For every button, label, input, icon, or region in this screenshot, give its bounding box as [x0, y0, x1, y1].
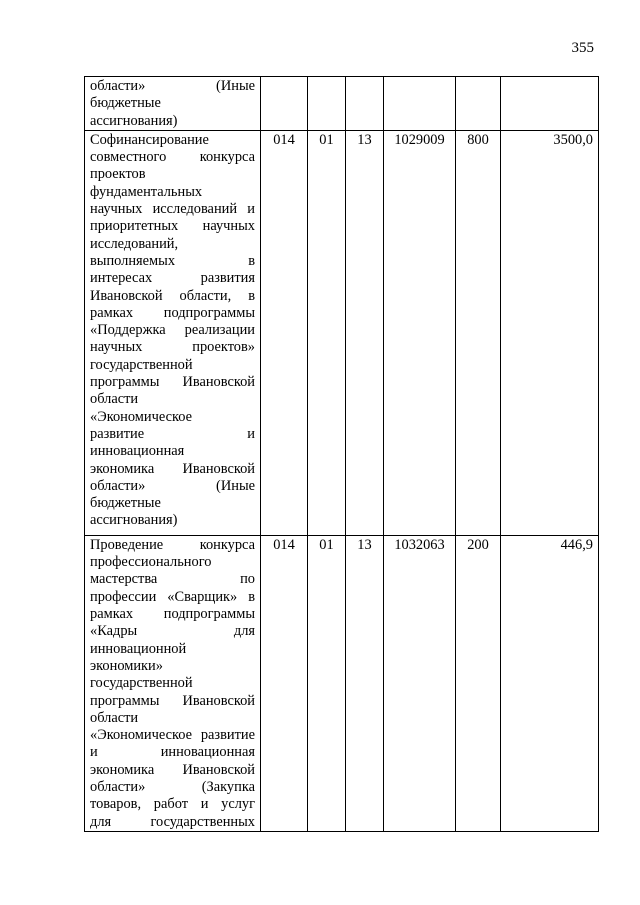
description-line: бюджетные [90, 495, 161, 512]
description-line: инновационная [90, 443, 185, 460]
description-line: проектов [90, 166, 146, 183]
description-line: бюджетные [90, 95, 161, 112]
subsection-code-cell: 13 [346, 535, 384, 831]
table-row [85, 77, 599, 131]
description-line: государственной [90, 675, 193, 692]
description-line: «Экономическое развитие [90, 727, 255, 744]
description-line: исследований, [90, 235, 179, 252]
budget-table-body [85, 77, 599, 832]
description-line: выполняемых в [90, 252, 255, 269]
amount-cell [501, 77, 599, 131]
description-line: области» (Иные [90, 78, 255, 94]
description-line: приоритетных научных [90, 218, 255, 235]
description-line: мастерства по [90, 571, 255, 588]
row-description [85, 77, 261, 131]
admin-code-cell: 014 [261, 535, 308, 831]
section-code-cell: 01 [308, 535, 346, 831]
description-line: научных исследований и [90, 201, 255, 218]
description-line: «Поддержка реализации [90, 322, 255, 339]
description-line: Проведение конкурса [90, 536, 255, 553]
page-number: 355 [571, 40, 594, 56]
description-line: развитие и [90, 425, 255, 442]
subsection-code-cell: 13 [346, 130, 384, 535]
description-line: рамках подпрограммы [90, 606, 255, 623]
description-line: экономика Ивановской [90, 761, 255, 778]
amount-cell: 446,9 [501, 535, 599, 831]
description-line: профессионального [90, 554, 212, 571]
description-line: инновационной [90, 640, 187, 657]
table-row [85, 535, 599, 831]
description-line: профессии «Сварщик» в [90, 588, 255, 605]
description-line: «Кадры для [90, 623, 255, 640]
description-line: экономика Ивановской [90, 460, 255, 477]
description-line: области» (Иные [90, 477, 255, 494]
subsection-code-cell [346, 77, 384, 131]
expense-type-cell: 200 [456, 535, 501, 831]
row-description [85, 535, 261, 831]
description-line: области» (Закупка [90, 779, 255, 796]
description-line: рамках подпрограммы [90, 304, 255, 321]
target-article-cell: 1032063 [384, 535, 456, 831]
admin-code-cell [261, 77, 308, 131]
description-line: и инновационная [90, 744, 255, 761]
expense-type-cell: 800 [456, 130, 501, 535]
target-article-cell: 1029009 [384, 130, 456, 535]
description-line: для государственных [90, 813, 255, 830]
admin-code-cell: 014 [261, 130, 308, 535]
section-code-cell [308, 77, 346, 131]
description-line: области [90, 709, 139, 726]
budget-table [84, 76, 599, 832]
amount-cell: 3500,0 [501, 130, 599, 535]
description-line: товаров, работ и услуг [90, 796, 255, 813]
table-row [85, 130, 599, 535]
description-line: «Экономическое [90, 408, 192, 425]
description-line: совместного конкурса [90, 149, 255, 166]
description-line: программы Ивановской [90, 692, 255, 709]
row-description [85, 130, 261, 535]
description-line: Ивановской области, в [90, 287, 255, 304]
description-line: ассигнования) [90, 112, 178, 129]
description-line: экономики» [90, 657, 163, 674]
target-article-cell [384, 77, 456, 131]
description-line: интересах развития [90, 270, 255, 287]
description-line: области [90, 391, 139, 408]
section-code-cell: 01 [308, 130, 346, 535]
description-line: государственной [90, 356, 193, 373]
description-line: Софинансирование [90, 131, 209, 148]
description-line: ассигнования) [90, 512, 178, 529]
expense-type-cell [456, 77, 501, 131]
description-line: фундаментальных [90, 183, 203, 200]
description-line: научных проектов» [90, 339, 255, 356]
description-line: программы Ивановской [90, 374, 255, 391]
